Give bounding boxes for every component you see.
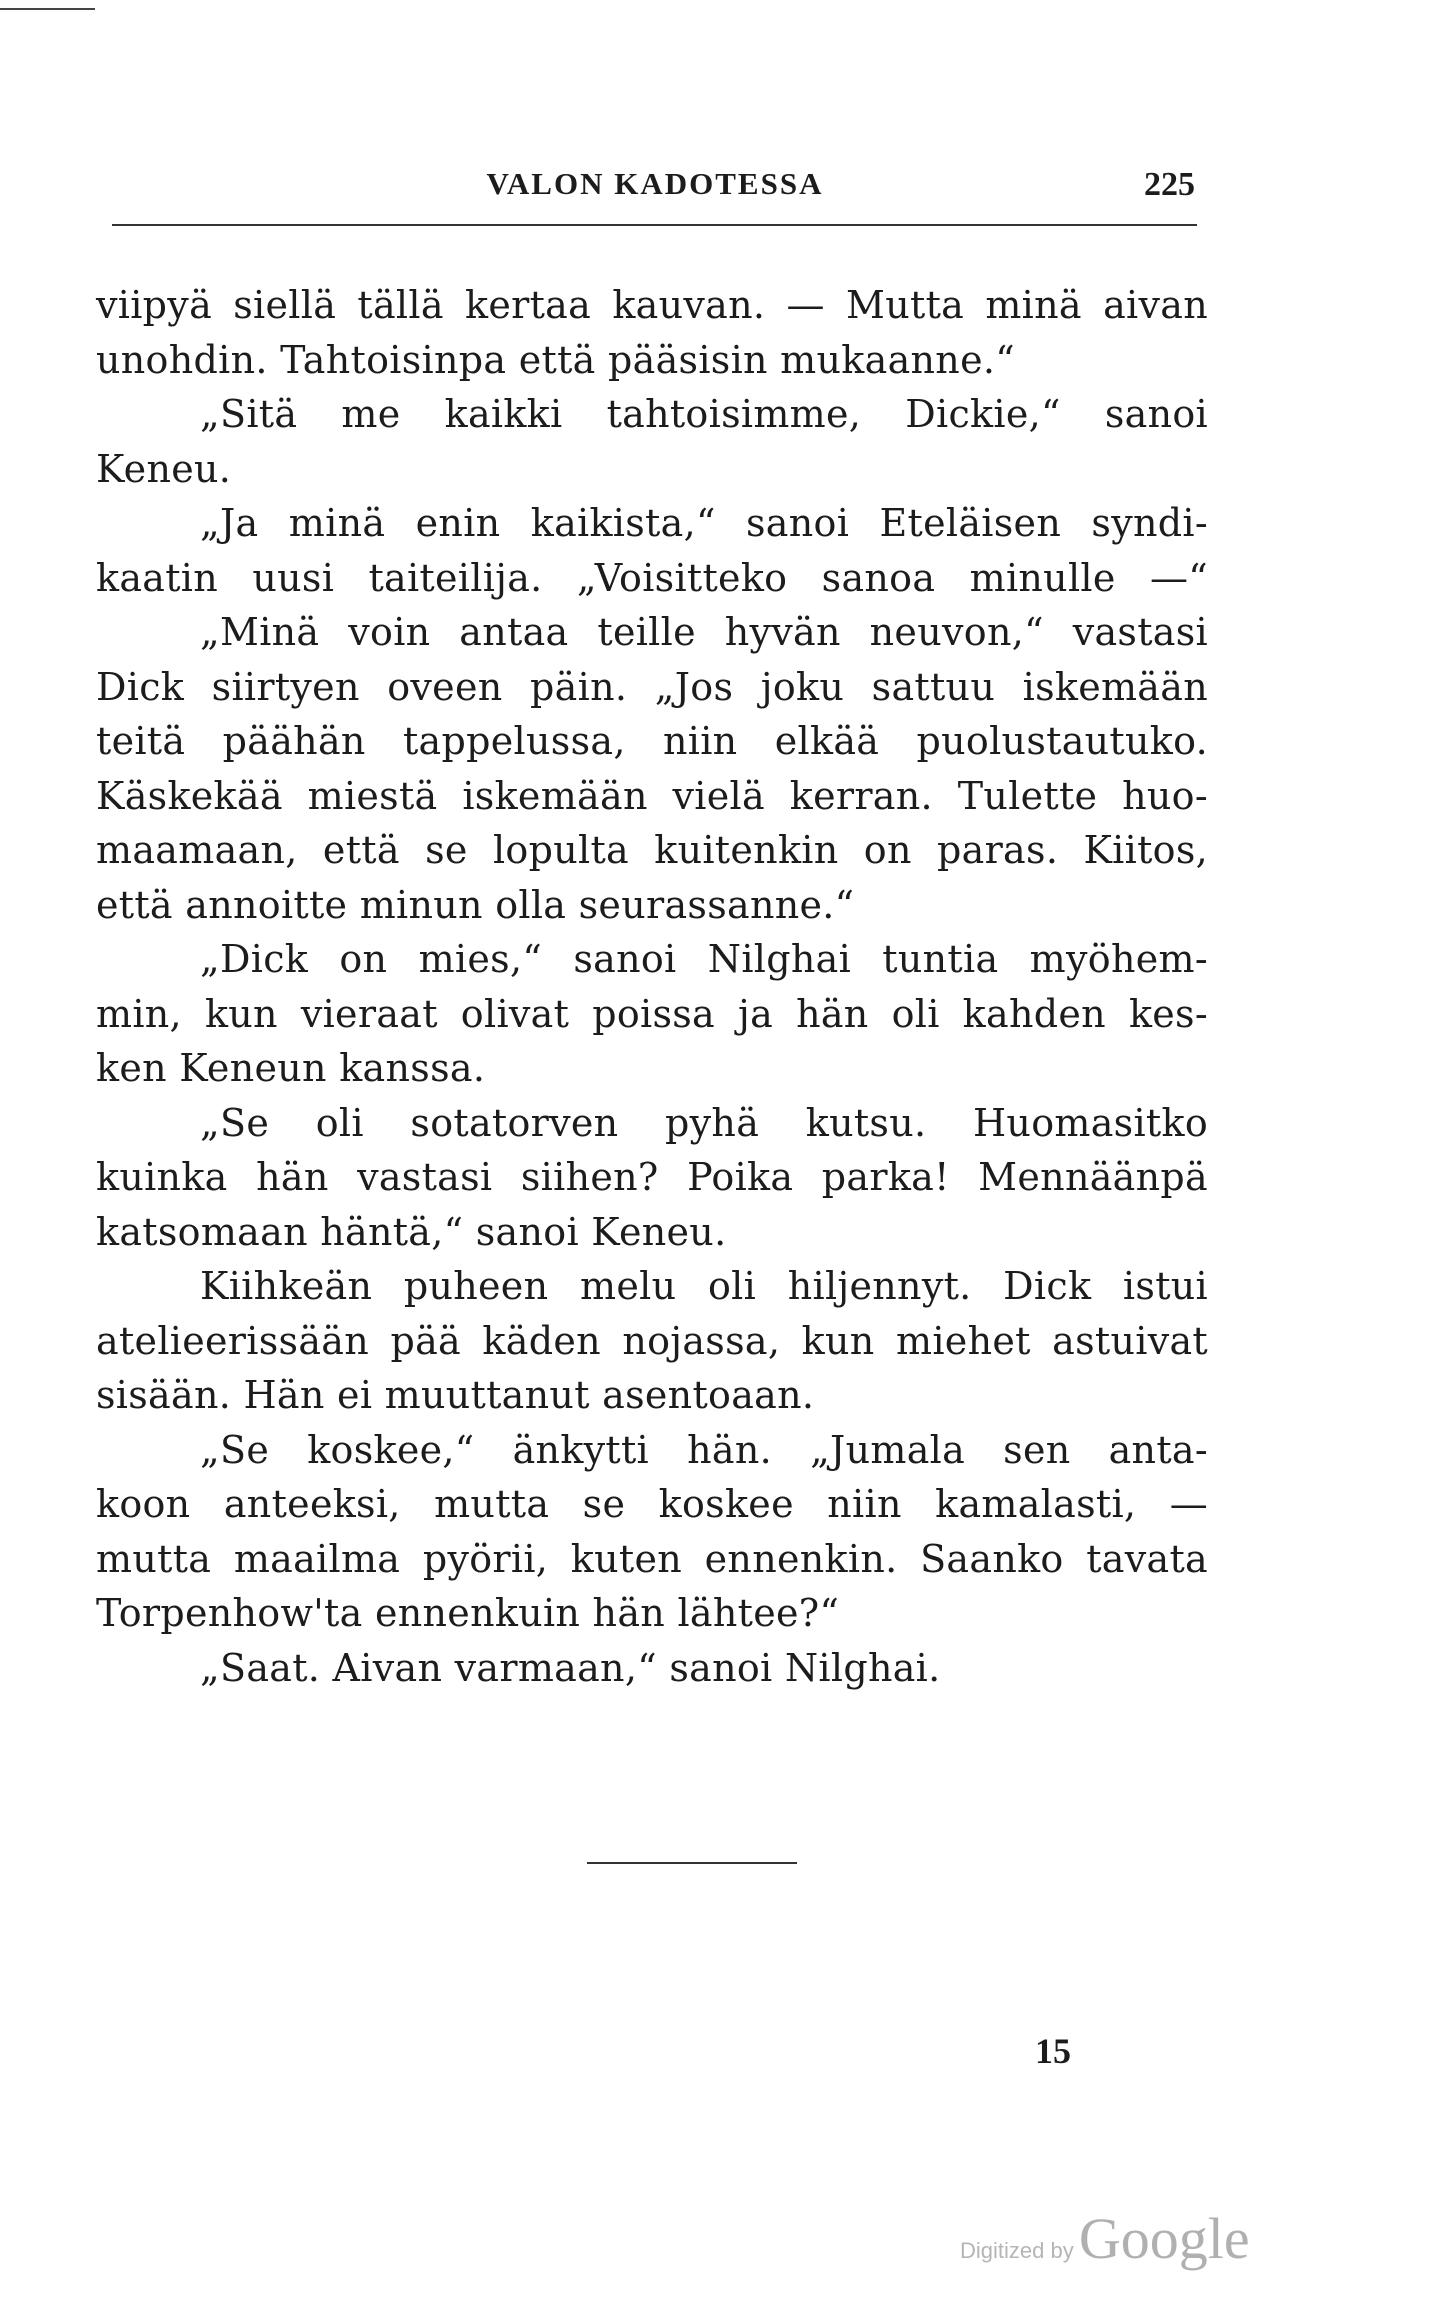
body-text: [96, 278, 1208, 1695]
text-line: koon anteeksi, mutta se koskee niin kamalasti, —: [96, 1482, 1208, 1526]
running-title: VALON KADOTESSA: [486, 166, 824, 201]
google-logo: Google: [1078, 2206, 1250, 2271]
text-line: kuinka hän vastasi siihen? Poika parka! Mennäänpä: [96, 1155, 1208, 1199]
running-header: [115, 160, 1195, 210]
signature-mark: 15: [1035, 2031, 1071, 2071]
digitizer-prefix: Digitized by: [960, 2238, 1074, 2263]
text-line: viipyä siellä tällä kertaa kauvan. — Mutta minä aivan: [96, 283, 1208, 327]
text-line: „Dick on mies,“ sanoi Nilghai tuntia myöhem-: [200, 937, 1208, 981]
header-rule: [112, 224, 1197, 226]
text-line: maamaan, että se lopulta kuitenkin on paras. Kiitos,: [96, 828, 1208, 872]
text-line: unohdin. Tahtoisinpa että pääsisin mukaanne.“: [96, 337, 1015, 382]
text-line: Keneu.: [96, 446, 232, 491]
text-line: Käskekää miestä iskemään vielä kerran. Tulette huo-: [96, 773, 1208, 818]
text-line: Dick siirtyen oveen päin. „Jos joku sattuu iskemään: [96, 664, 1208, 709]
digitizer-watermark: [960, 2205, 1250, 2271]
text-line: katsomaan häntä,“ sanoi Keneu.: [96, 1209, 727, 1254]
text-line: atelieerissään pää käden nojassa, kun miehet astuivat: [96, 1318, 1208, 1363]
end-of-chapter-rule: [587, 1862, 797, 1864]
text-line: että annoitte minun olla seurassanne.“: [96, 882, 855, 927]
text-line: sisään. Hän ei muuttanut asentoaan.: [96, 1373, 815, 1417]
text-line: Torpenhow'ta ennenkuin hän lähtee?“: [96, 1591, 840, 1635]
text-line: „Saat. Aivan varmaan,“ sanoi Nilghai.: [200, 1645, 941, 1690]
text-line: mutta maailma pyörii, kuten ennenkin. Saanko tavata: [96, 1536, 1208, 1581]
text-line: „Minä voin antaa teille hyvän neuvon,“ vastasi: [200, 610, 1208, 654]
text-line: „Se oli sotatorven pyhä kutsu. Huomasitko: [200, 1100, 1208, 1145]
corner-rule: [0, 8, 95, 10]
text-line: ken Keneun kanssa.: [96, 1046, 486, 1090]
text-line: teitä päähän tappelussa, niin elkää puolustautuko.: [96, 719, 1208, 763]
text-line: „Se koskee,“ änkytti hän. „Jumala sen anta-: [200, 1427, 1208, 1472]
text-line: min, kun vieraat olivat poissa ja hän oli kahden kes-: [96, 991, 1208, 1036]
text-line: Kiihkeän puheen melu oli hiljennyt. Dick istui: [200, 1264, 1208, 1308]
text-line: „Sitä me kaikki tahtoisimme, Dickie,“ sanoi: [200, 392, 1208, 436]
page-number: 225: [1144, 166, 1195, 203]
text-line: kaatin uusi taiteilija. „Voisitteko sanoa minulle —“: [96, 555, 1208, 600]
text-line: „Ja minä enin kaikista,“ sanoi Eteläisen syndi-: [200, 501, 1208, 545]
